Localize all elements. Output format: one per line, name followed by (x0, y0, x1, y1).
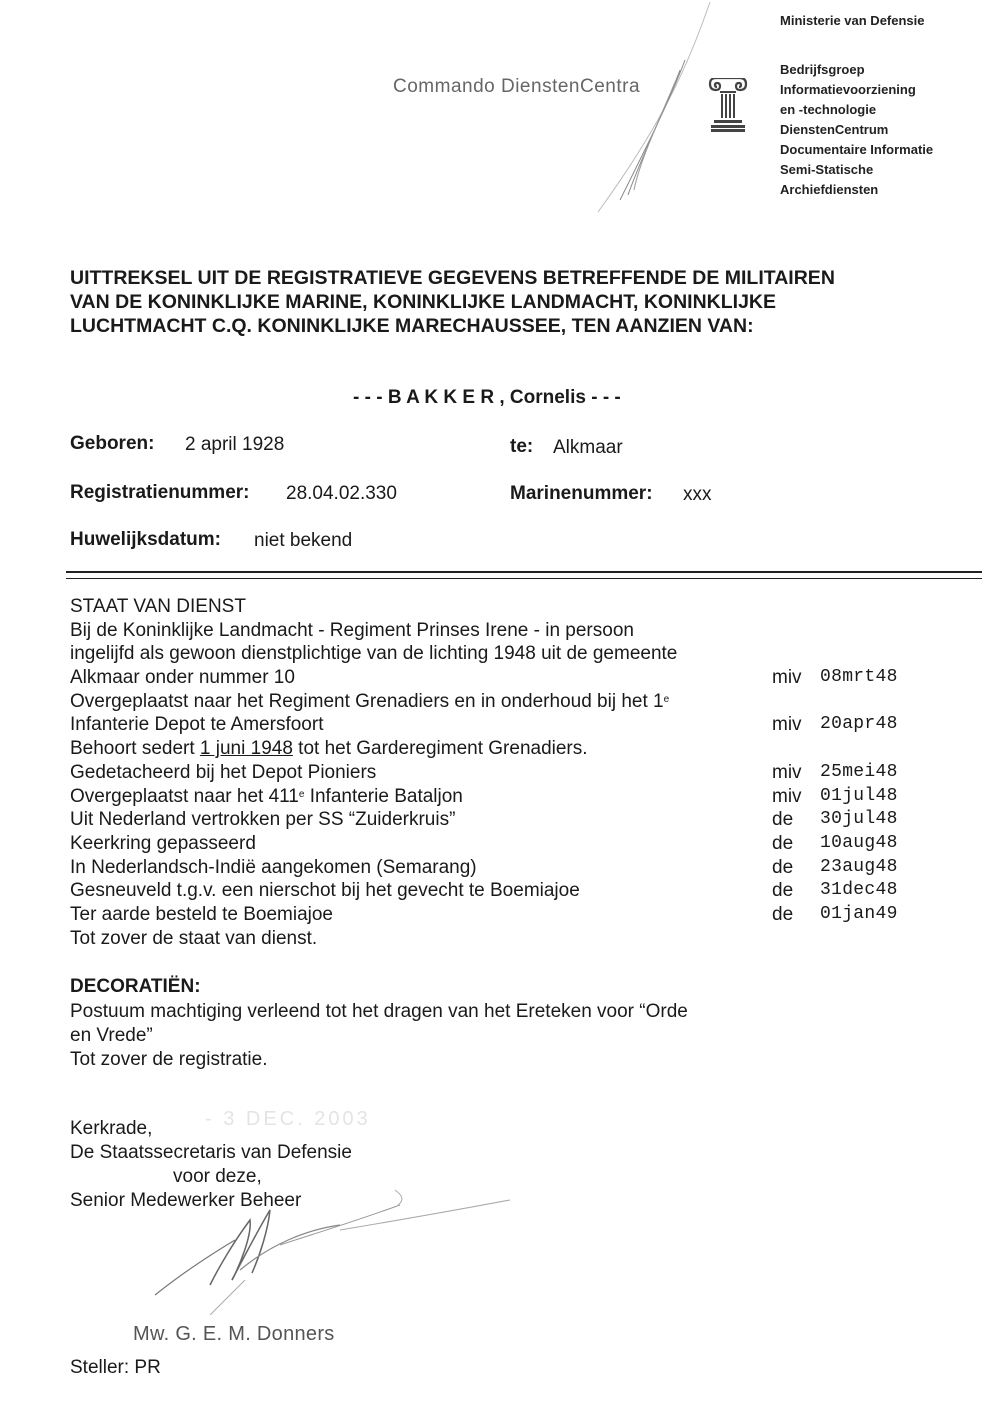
title-line: LUCHTMACHT C.Q. KONINKLIJKE MARECHAUSSEE, TEN AANZIEN VAN: (70, 315, 754, 337)
entry-date: 30jul48 (820, 809, 898, 830)
entry-text: Infanterie Depot te Amersfoort (70, 714, 324, 736)
entry-date: 01jul48 (820, 785, 898, 806)
date-prefix: de (772, 832, 794, 854)
underlined-date: 1 juni 1948 (199, 738, 293, 760)
ministry-name: Ministerie van Defensie (780, 13, 925, 28)
born-value: 2 april 1928 (185, 434, 285, 455)
org-name: Commando DienstenCentra (393, 76, 641, 97)
service-entry (70, 666, 898, 690)
reg-value: 28.04.02.330 (286, 483, 397, 504)
service-entry (70, 856, 898, 880)
reg-label: Registratienummer: (70, 482, 250, 503)
service-line: Bij de Koninklijke Landmacht - Regiment Prinses Irene - in persoon (70, 619, 634, 641)
entry-date: 25mei48 (820, 761, 898, 782)
sign-line: Senior Medewerker Beheer (70, 1190, 302, 1211)
department-line: Semi-Statische (780, 162, 874, 177)
date-prefix: miv (772, 714, 802, 736)
department-line: DienstenCentrum (780, 122, 889, 137)
title-line: UITTREKSEL UIT DE REGISTRATIEVE GEGEVENS BETREFFENDE DE MILITAIREN (70, 267, 835, 289)
department-line: en -technologie (780, 102, 877, 117)
entry-text: Gesneuveld t.g.v. een nierschot bij het gevecht te Boemiajoe (70, 880, 580, 902)
divider (66, 571, 982, 573)
entry-text: Gedetacheerd bij het Depot Pioniers (70, 761, 377, 783)
department-line: Bedrijfsgroep (780, 62, 865, 77)
entry-date: 01jan49 (820, 903, 898, 924)
marriage-label: Huwelijksdatum: (70, 529, 221, 550)
entry-date: 23aug48 (820, 856, 898, 877)
department-block (780, 60, 933, 200)
department-line: Documentaire Informatie (780, 142, 934, 157)
date-prefix: de (772, 903, 794, 925)
title-line: VAN DE KONINKLIJKE MARINE, KONINKLIJKE LANDMACHT, KONINKLIJKE (70, 291, 776, 313)
sign-place: Kerkrade, (70, 1118, 153, 1139)
service-entry (70, 761, 898, 785)
date-prefix: de (772, 856, 794, 878)
entry-text: Uit Nederland vertrokken per SS “Zuiderkruis” (70, 809, 456, 831)
department-line: Informatievoorziening (780, 82, 916, 97)
marine-value: xxx (683, 484, 712, 505)
signer-name: Mw. G. E. M. Donners (133, 1323, 335, 1345)
service-record (70, 595, 898, 950)
service-entry (70, 785, 898, 809)
service-entry (70, 832, 898, 856)
date-stamp: - 3 DEC. 2003 (205, 1108, 371, 1130)
date-prefix: de (772, 880, 794, 902)
decoration-line: Tot zover de registratie. (70, 1049, 268, 1070)
ordinal-suffix: e (663, 693, 670, 705)
entry-text: Infanterie Bataljon (304, 785, 463, 807)
person-name: - - - B A K K E R , Cornelis - - - (353, 387, 621, 408)
entry-date: 31dec48 (820, 880, 898, 901)
date-prefix: de (772, 809, 794, 831)
date-prefix: miv (772, 667, 802, 689)
service-heading: STAAT VAN DIENST (70, 596, 246, 617)
service-entry (70, 903, 898, 927)
date-prefix: miv (772, 785, 802, 807)
decoration-line: en Vrede” (70, 1025, 153, 1046)
decoration-line: Postuum machtiging verleend tot het dragen van het Ereteken voor “Orde (70, 1001, 688, 1022)
department-line: Archiefdiensten (780, 182, 879, 197)
entry-text: Ter aarde besteld te Boemiajoe (70, 903, 333, 925)
marriage-value: niet bekend (254, 530, 353, 551)
divider (66, 578, 982, 579)
marine-label: Marinenummer: (510, 483, 653, 504)
service-line: Tot zover de staat van dienst. (70, 927, 318, 949)
document-title (70, 266, 835, 338)
born-label: Geboren: (70, 433, 155, 454)
decorations-heading: DECORATIËN: (70, 976, 201, 997)
entry-text: tot het Garderegiment Grenadiers. (292, 738, 588, 760)
service-entry (70, 879, 898, 903)
entry-text: Alkmaar onder nummer 10 (70, 667, 295, 689)
place-value: Alkmaar (553, 437, 623, 458)
place-label: te: (510, 436, 534, 457)
service-line: ingelijfd als gewoon dienstplichtige van de lichting 1948 uit de gemeente (70, 643, 678, 665)
service-line (70, 737, 677, 761)
date-prefix: miv (772, 761, 802, 783)
entry-text: Overgeplaatst naar het 411 (70, 785, 299, 807)
entry-date: 08mrt48 (820, 667, 898, 688)
service-entry (70, 808, 898, 832)
entry-date: 10aug48 (820, 832, 898, 853)
handwritten-signature (140, 1185, 520, 1315)
steller-code: Steller: PR (70, 1357, 161, 1378)
entry-text: Keerkring gepasseerd (70, 832, 256, 854)
sign-line: voor deze, (173, 1166, 262, 1187)
entry-text: Behoort sedert (70, 738, 200, 760)
service-entry (70, 713, 898, 737)
swoosh-graphic (590, 0, 720, 215)
decorations-text (70, 1000, 688, 1072)
entry-date: 20apr48 (820, 714, 898, 735)
sign-line: De Staatssecretaris van Defensie (70, 1142, 352, 1163)
entry-text: Overgeplaatst naar het Regiment Grenadiers en in onderhoud bij het 1 (70, 690, 664, 712)
service-line (70, 690, 677, 714)
ordinal-suffix: e (298, 788, 305, 800)
column-logo-icon (708, 78, 748, 132)
entry-text: In Nederlandsch-Indië aangekomen (Semarang) (70, 856, 477, 878)
